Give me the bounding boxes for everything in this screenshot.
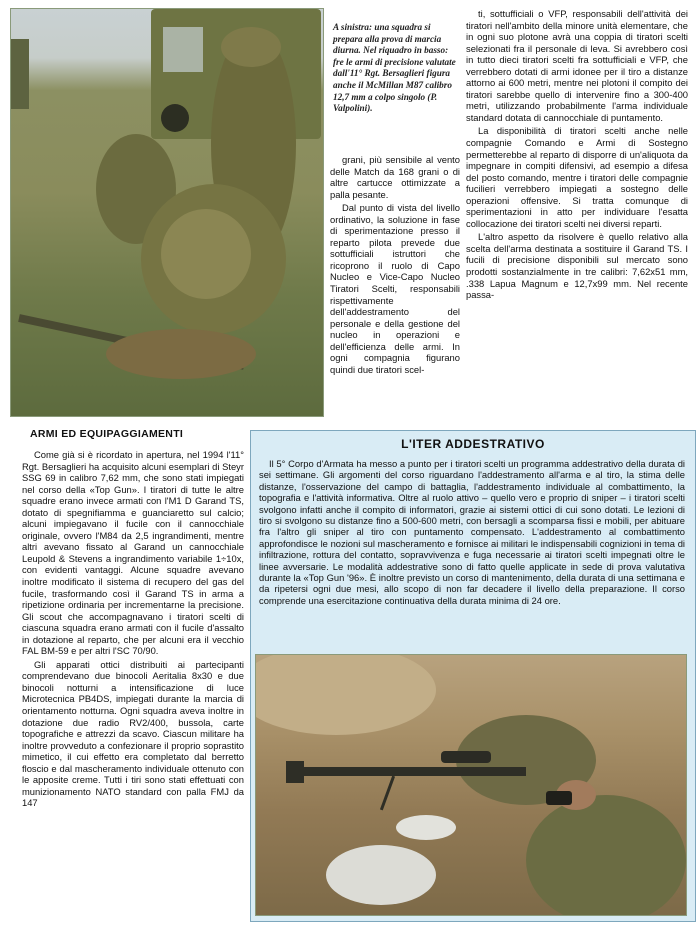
paragraph: Dal punto di vista del livello ordinativo, la soluzione in fase di sperimentazione presso il reparto pilota prevede due sottufficiali istruttori che ricoprono il ruolo di Capo Nucleo e Vice-Capo Nucleo Tiratori Scelti, responsabili rispettivamente dell'addestramento del personale e della gestione del nucleo in operazioni e dell'efficienza delle armi. In ogni compagnia figurano quindi due tiratori scel-: [330, 202, 460, 375]
article-column-left: [22, 449, 244, 809]
paragraph: La disponibilità di tiratori scelti anche nelle compagnie Comando e Armi di Sostegno permetterebbe al reparto di disporre di un'aliquota da impegnare in compiti difensivi, ad esempio a difesa del posto comando, mentre i tiratori delle compagnie fucilieri verrebbero impiegati a sostegno delle operazioni offensive. Si tratta comunque di sperimentazioni in atto per individuare l'esatta collocazione dei tiratori scelti nei diversi reparti.: [466, 125, 688, 229]
paragraph: ti, sottufficiali o VFP, responsabili dell'attività dei tiratori nell'ambito della minore unità elementare, che in ogni suo plotone avrà una coppia di tiratori scelti selezionati fra il personale di leva. Si avrebbero così in tutto dieci tiratori scelti fra sottufficiali e VFP, che verrebbero dotati di armi idonee per il tiro a distanze attorno ai 600 metri, mentre nei plotoni il compito dei tiratori sarebbe quello di intervenire fino a 300-400 metri, utilizzando probabilmente l'arma individuale standard dotata di cannocchiale di puntamento.: [466, 8, 688, 123]
article-column-middle: [330, 154, 460, 375]
box-title: L'ITER ADDESTRATIVO: [401, 437, 545, 451]
paragraph: Il 5° Corpo d'Armata ha messo a punto per i tiratori scelti un programma addestrativo della durata di sei settimane. Gli argomenti del corso riguardano l'addestramento all'arma e al tiro, la stima delle distanze, l'osservazione del campo di battaglia, l'addestramento individuale al combattimento, la topografia e l'attività informativa. Oltre al ruolo attivo – quello vero e proprio di sniper – i tiratori scelti svolgono infatti anche il compito di informatori, grazie ai sistemi ottici di cui sono dotati. Le lezioni di tiro si svolgono su distanze fino a 500-600 metri, con bersagli a scomparsa fissi e mobili, per abituare fra l'altro gli sniper al tiro con puntamento compensato. L'addestramento al combattimento approfondisce le nozioni sul mascheramento e fornisce ai militari le indispensabili cognizioni in tema di infiltrazione, rottura del contatto, sopravvivenza e fuga necessarie ai tiratori scelti impegnati oltre le linee avversarie. Le modalità addestrative sono di fatto quelle applicate in sede di prova valutativa durante la «Top Gun '96». È inoltre previsto un corso di mantenimento, della durata di una settimana e da ripetersi ogni due mesi, allo scopo di non far decadere il livello della preparazione. Il corso comprende una esercitazione continuativa della durata minima di 24 ore.: [259, 458, 685, 606]
section-heading: ARMI ED EQUIPAGGIAMENTI: [30, 428, 184, 440]
paragraph: Gli apparati ottici distribuiti ai partecipanti comprendevano due binocoli Aeritalia 8x30 e due binocoli notturni a intensificazione di luce Microtecnica PB4DS, impiegati durante la marcia di orientamento notturna. Ogni squadra aveva inoltre in dotazione due radio RV2/400, bussola, carte topografiche e attrezzi da scavo. Ciascun militare ha inoltre provveduto a confezionare il proprio soprastito mimetico, il cui effetto era completato dal berretto floscio e dal mascheramento individuale ottenuto con le apposite creme. Tutti i tiri sono stati effettuati con munizionamento NATO standard con palla FMJ da 147: [22, 658, 244, 809]
box-text: [259, 458, 685, 606]
article-column-right: [466, 8, 688, 301]
paragraph: L'altro aspetto da risolvere è quello relativo alla scelta dell'arma destinata a sostituire il Garand TS. I fucili di precisione disponibili sul mercato sono prodotti sostanzialmente in tre calibri: 7,62x51 mm, .338 Lapua Magnum e 12,7x99 mm. Nel recente passa-: [466, 231, 688, 301]
photo-caption: A sinistra: una squadra si prepara alla prova di marcia diurna. Nel riquadro in basso: fre le armi di precisione valutate dall'11° Rgt. Bersaglieri figura anche il McMillan M87 calibro 12,7 mm a colpo singolo (P. Valpolini).: [333, 22, 456, 114]
paragraph: grani, più sensibile al vento delle Match da 168 grani o di altre cartucce ottimizzate a palla pesante.: [330, 154, 460, 200]
sniper-team-prone-photo: [255, 654, 687, 916]
paragraph: Come già si è ricordato in apertura, nel 1994 l'11° Rgt. Bersaglieri ha acquisito alcuni esemplari di Steyr SSG 69 in calibro 7,62 mm, che sono stati impiegati nel corso della «Top Gun». I tiratori di tutte le altre squadre erano invece armati con l'M1 D Garand TS, dotato di spegnifiamma e guanciaretto sul calcio; alcuni impiegavano il fucile con il cannocchiale originale, ovvero l'M84 da 2,5 ingrandimenti, mentre altri avevano fissato al Garand un cannocchiale Leupold & Stevens a ingrandimento variabile 1÷10x, con evidenti vantaggi. Alcune squadre avevano inoltre modificato il sistema di recupero del gas del fucile, trasformando così il Garand TS in arma a ripetizione ordinaria per incrementarne la precisione. Gli scout che accompagnavano i tiratori scelti di ciascuna squadra erano armati con il fucile d'assalto in dotazione al reparto, che per alcuni era il vecchio FAL BM-59 e per altri l'SC 70/90.: [22, 449, 244, 657]
soldiers-camouflage-photo: [10, 8, 324, 417]
